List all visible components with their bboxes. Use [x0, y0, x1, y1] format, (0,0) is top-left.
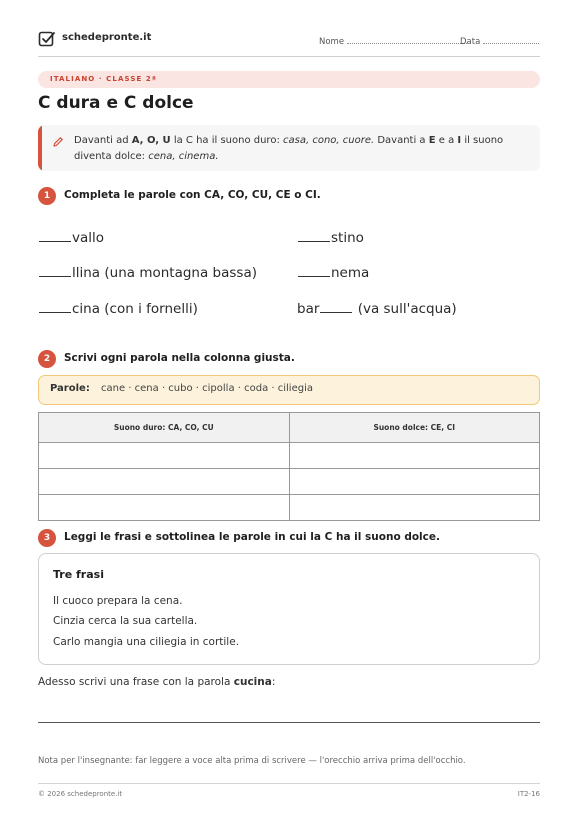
footer-divider	[38, 783, 540, 784]
subject-tag-text: ITALIANO · CLASSE 2ª	[50, 75, 157, 83]
section-1-heading	[38, 187, 540, 207]
worksheet-page	[38, 0, 540, 819]
section-number: 1	[38, 187, 56, 205]
blank-line[interactable]	[298, 275, 330, 277]
word-bank-label: Parole:	[50, 383, 90, 394]
checkbox-logo-icon	[38, 30, 56, 48]
blank-line[interactable]	[39, 311, 71, 313]
page-title: C dura e C dolce	[38, 93, 194, 113]
section-instruction: Scrivi ogni parola nella colonna giusta.	[64, 352, 295, 364]
blank-line[interactable]	[39, 275, 71, 277]
sentences-box	[38, 553, 540, 665]
section-3-heading	[38, 529, 540, 549]
table-row	[39, 443, 540, 469]
column-header-soft: Suono dolce: CE, CI	[289, 413, 540, 443]
header-divider	[38, 56, 540, 57]
name-dotted-line	[347, 35, 467, 44]
subject-tag	[38, 71, 540, 88]
table-row	[39, 495, 540, 521]
footer-copyright: © 2026 schedepronte.it	[38, 790, 123, 798]
fill-item: stino	[297, 230, 364, 246]
section-number: 2	[38, 350, 56, 368]
fill-item: vallo	[38, 230, 104, 246]
name-field[interactable]	[319, 35, 467, 47]
table-cell[interactable]	[39, 443, 290, 469]
table-row	[39, 469, 540, 495]
blank-line[interactable]	[39, 240, 71, 242]
table-cell[interactable]	[39, 469, 290, 495]
pencil-icon	[52, 136, 64, 148]
sentence-line[interactable]: Carlo mangia una ciliegia in cortile.	[53, 636, 240, 648]
blank-line[interactable]	[320, 311, 352, 313]
site-name: schedepronte.it	[62, 32, 152, 43]
sentences-box-title: Tre frasi	[53, 568, 104, 581]
page-header	[38, 30, 540, 54]
date-dotted-line	[483, 35, 539, 44]
table-cell[interactable]	[289, 495, 540, 521]
section-instruction: Leggi le frasi e sottolinea le parole in cui la C ha il suono dolce.	[64, 531, 440, 543]
table-cell[interactable]	[289, 443, 540, 469]
sorting-table	[38, 412, 540, 521]
teacher-note: Nota per l'insegnante: far leggere a voce alta prima di scrivere — l'orecchio arriva prima dell'occhio.	[38, 756, 466, 766]
section-instruction: Completa le parole con CA, CO, CU, CE o CI.	[64, 189, 321, 201]
write-prompt: Adesso scrivi una frase con la parola cucina:	[38, 676, 276, 688]
fill-item: bar (va sull'acqua)	[297, 301, 457, 317]
fill-item: llina (una montagna bassa)	[38, 265, 257, 281]
fill-item: cina (con i fornelli)	[38, 301, 198, 317]
table-cell[interactable]	[289, 469, 540, 495]
section-number: 3	[38, 529, 56, 547]
answer-line[interactable]	[38, 722, 540, 723]
info-accent-bar	[38, 125, 42, 171]
section-2-heading	[38, 350, 540, 370]
fill-item: nema	[297, 265, 369, 281]
word-bank	[38, 375, 540, 405]
column-header-hard: Suono duro: CA, CO, CU	[39, 413, 290, 443]
footer-code: IT2-16	[517, 790, 540, 798]
date-label: Data	[460, 37, 481, 47]
table-cell[interactable]	[39, 495, 290, 521]
name-label: Nome	[319, 37, 345, 47]
word-bank-list: cane · cena · cubo · cipolla · coda · ciliegia	[101, 383, 313, 394]
date-field[interactable]	[460, 35, 539, 47]
sentence-line[interactable]: Cinzia cerca la sua cartella.	[53, 615, 198, 627]
blank-line[interactable]	[298, 240, 330, 242]
rule-text: Davanti ad A, O, U la C ha il suono duro: casa, cono, cuore. Davanti a E e a I il suono diventa dolce: cena, cinema.	[74, 135, 504, 162]
sentence-line[interactable]: Il cuoco prepara la cena.	[53, 595, 183, 607]
rule-info-box	[38, 125, 540, 171]
